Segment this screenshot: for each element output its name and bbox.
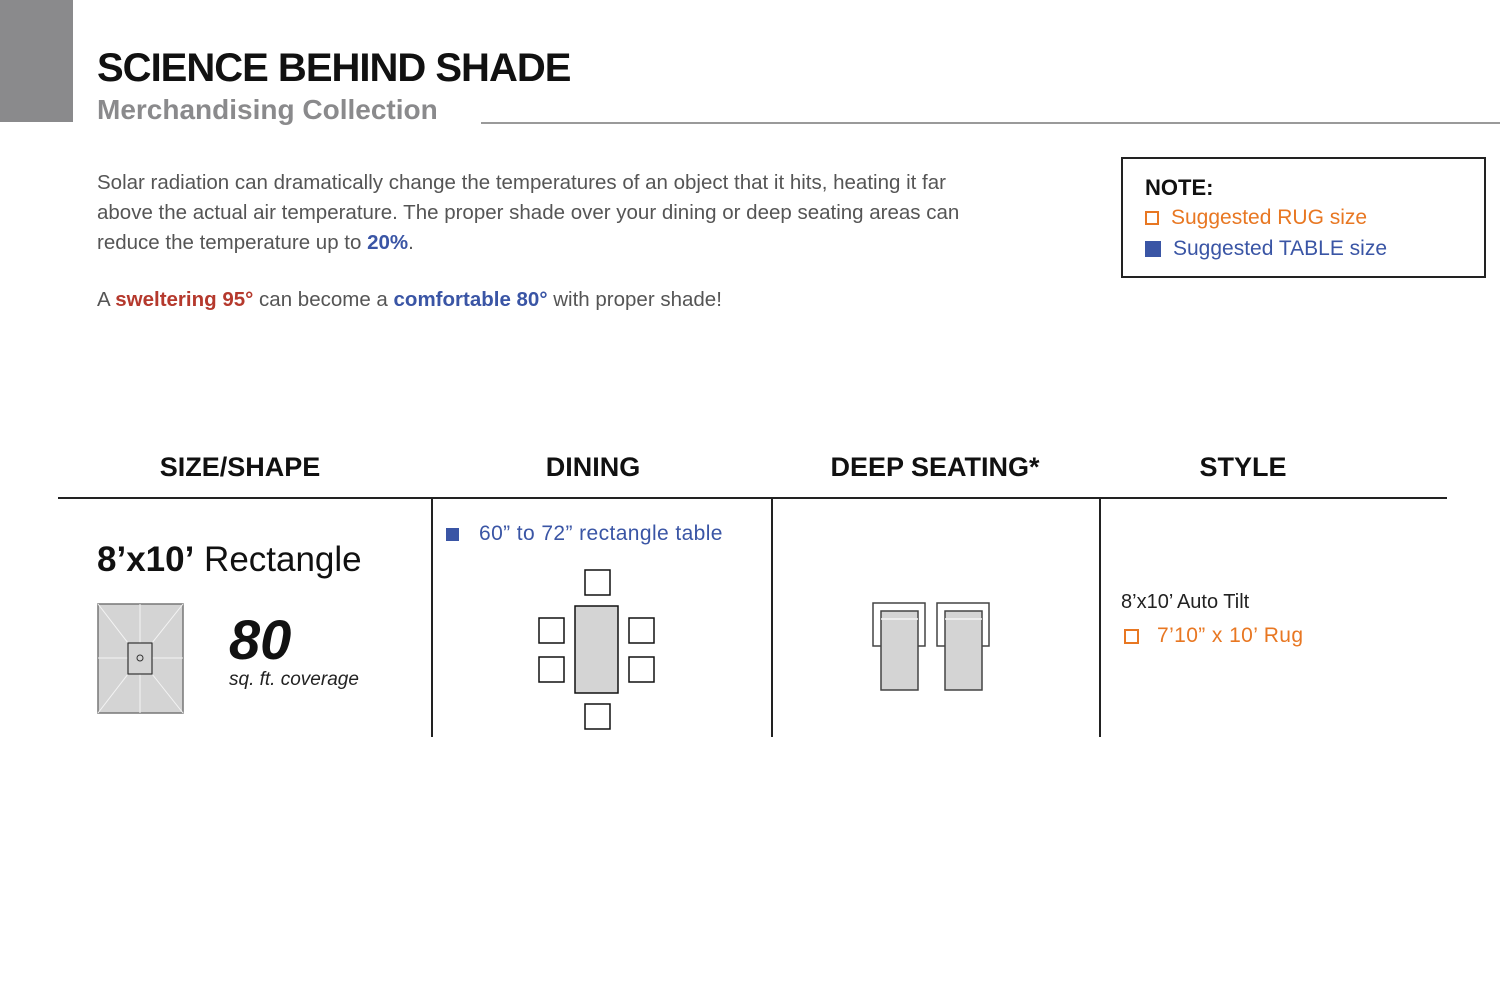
subtitle-divider — [481, 122, 1500, 124]
intro-end: . — [408, 231, 414, 254]
header-divider — [58, 497, 1447, 499]
note-table-label: Suggested TABLE size — [1173, 237, 1388, 260]
shape-type: Rectangle — [194, 540, 362, 579]
column-header-dining: DINING — [545, 452, 641, 482]
note-table-line — [1145, 237, 1387, 261]
note-title: NOTE: — [1145, 175, 1214, 200]
style-name: 8’x10’ Auto Tilt — [1121, 591, 1250, 613]
temperature-statement — [97, 285, 1007, 315]
table-square-icon — [446, 528, 459, 541]
intro-text: Solar radiation can dramatically change the temperatures of an object that it hits, heating it far above the actual air temperature. The proper shade over your dining or deep seating areas can reduce the temperature up to — [97, 171, 960, 254]
note-rug-line — [1145, 206, 1367, 230]
temp-cool: comfortable 80° — [393, 288, 548, 311]
column-divider — [1099, 499, 1101, 737]
column-header-deep-seating: DEEP SEATING* — [830, 452, 1040, 482]
temp-start: A — [97, 288, 116, 311]
note-box — [1121, 157, 1486, 278]
dining-table-size — [446, 522, 723, 546]
dining-table-label: 60” to 72” rectangle table — [479, 522, 723, 545]
umbrella-canopy-icon — [97, 603, 184, 714]
table-square-icon — [1145, 241, 1161, 257]
temp-mid: can become a — [253, 288, 394, 311]
intro-paragraph — [97, 168, 1007, 258]
shape-name — [97, 540, 362, 580]
rug-square-icon — [1145, 211, 1159, 225]
temp-end: with proper shade! — [547, 288, 722, 311]
dining-set-icon — [538, 570, 658, 732]
shape-size: 8’x10’ — [97, 540, 195, 579]
page-subtitle: Merchandising Collection — [97, 94, 438, 125]
rug-square-icon — [1124, 629, 1139, 644]
intro-highlight: 20% — [367, 231, 409, 254]
page-title: SCIENCE BEHIND SHADE — [97, 46, 571, 90]
temp-hot: sweltering 95° — [115, 288, 254, 311]
column-header-style: STYLE — [1199, 452, 1287, 482]
style-rug-label: 7’10” x 10’ Rug — [1157, 624, 1304, 647]
coverage-value: 80 — [229, 608, 292, 671]
deep-seating-icon — [872, 602, 992, 692]
column-divider — [771, 499, 773, 737]
column-divider — [431, 499, 433, 737]
note-rug-label: Suggested RUG size — [1171, 206, 1368, 229]
corner-accent-block — [0, 0, 73, 122]
coverage-unit: sq. ft. coverage — [229, 669, 359, 690]
column-header-size-shape: SIZE/SHAPE — [159, 452, 321, 482]
style-rug-size — [1124, 624, 1303, 648]
